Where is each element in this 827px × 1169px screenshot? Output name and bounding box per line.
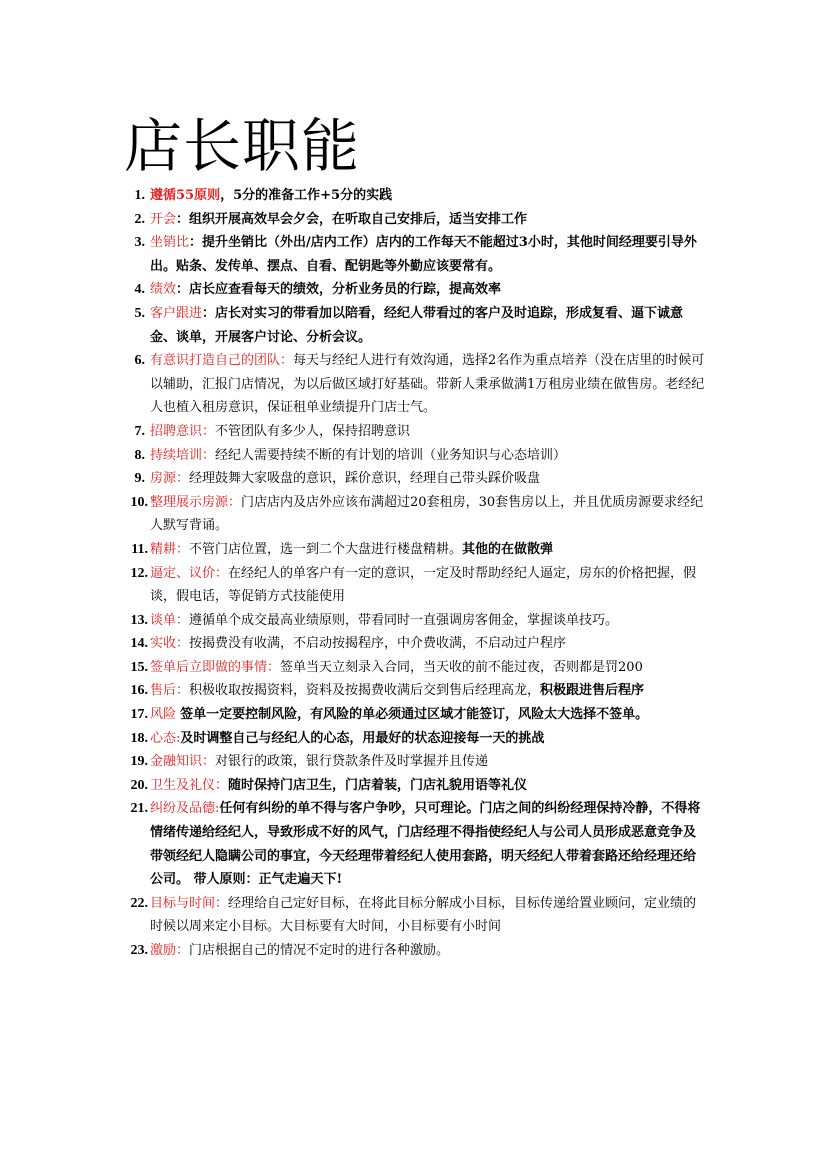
item-heading: 风险 (150, 707, 177, 723)
item-heading: 招聘意识 (150, 423, 203, 439)
item-text: 门店根据自己的情况不定时的进行各种激励。 (189, 943, 450, 958)
item-separator: : (215, 801, 220, 817)
item-heading: 有意识打造自己的团队 (150, 353, 281, 369)
item-text: 经纪人需要持续不断的有计划的培训（业务知识与心态培训） (215, 447, 567, 463)
item-emphasis: 其他的在做散弹 (462, 541, 554, 557)
item-separator: ： (189, 235, 203, 251)
item-number: 5. (134, 305, 145, 321)
item-text: 经理鼓舞大家吸盘的意识，踩价意识，经理自己带头踩价吸盘 (189, 471, 541, 487)
item-heading: 激励 (150, 943, 177, 958)
list-item (100, 467, 706, 491)
item-number: 8. (134, 447, 145, 463)
item-number: 1. (134, 188, 145, 203)
item-heading: 坐销比 (150, 235, 190, 251)
item-text: 积极收取按揭资料，资料及按揭费收满后交到售后经理高龙， (189, 683, 541, 699)
item-separator: : (176, 730, 181, 746)
item-number: 12. (130, 565, 148, 581)
item-heading: 绩效 (150, 282, 177, 298)
list-item (100, 491, 706, 538)
item-text: 按揭费没有收满，不启动按揭程序，中介费收满，不启动过户程序 (189, 636, 567, 652)
list-item (100, 302, 706, 349)
list-item (100, 208, 706, 232)
item-number: 10. (130, 494, 148, 510)
item-text: 在经纪人的单客户有一定的意识，一定及时帮助经纪人逼定，房东的价格把握，假谈，假电话，等促销方式技能使用 (150, 565, 697, 605)
item-number: 21. (130, 801, 148, 817)
item-separator: ： (215, 777, 229, 793)
item-separator: ： (202, 447, 216, 463)
item-separator: ： (176, 612, 190, 628)
item-number: 19. (130, 754, 148, 770)
item-separator: ： (176, 636, 190, 652)
item-text: 遵循单个成交最高业绩原则，带看同时一直强调房客佣金，掌握谈单技巧。 (189, 612, 619, 628)
item-separator: ： (176, 683, 190, 699)
item-separator: ： (280, 353, 294, 369)
item-text: 门店店内及店外应该布满超过20套租房，30套售房以上，并且优质房源要求经纪人默写背诵。 (150, 494, 704, 534)
item-heading: 遵循55原则 (150, 188, 221, 203)
item-text: 提升坐销比（外出/店内工作）店内的工作每天不能超过3小时，其他时间经理要引导外出。贴条、发传单、摆点、自看、配钥匙等外勤应该要常有。 (150, 235, 697, 274)
item-number: 14. (130, 636, 148, 652)
item-text: 组织开展高效早会夕会，在听取自己安排后，适当安排工作 (189, 211, 528, 227)
item-text: 每天与经纪人进行有效沟通，选择2名作为重点培养（没在店里的时候可以辅助，汇报门店情况，为以后做区域打好基础。带新人秉承做满1万租房业绩在做售房。老经纪人也植入租房意识，保证租单业绩提升门店士气。 (150, 353, 705, 416)
list-item (100, 750, 706, 774)
list-item (100, 797, 706, 891)
item-heading: 卫生及礼仪 (150, 777, 216, 793)
item-separator: ： (202, 305, 216, 321)
item-text: 不管团队有多少人，保持招聘意识 (215, 423, 411, 439)
item-number: 23. (130, 943, 148, 958)
item-separator: ： (176, 541, 190, 557)
item-heading: 房源 (150, 471, 177, 487)
item-number: 15. (130, 659, 148, 675)
item-text: 及时调整自己与经纪人的心态，用最好的状态迎接每一天的挑战 (180, 730, 545, 746)
item-heading: 开会 (150, 211, 177, 227)
item-number: 22. (130, 895, 148, 911)
item-number: 16. (130, 683, 148, 699)
item-heading: 金融知识 (150, 754, 203, 770)
item-text: 随时保持门店卫生，门店着装，门店礼貌用语等礼仪 (228, 777, 528, 793)
list-item (100, 562, 706, 609)
item-separator: ： (215, 895, 229, 911)
item-heading: 逼定、议价 (150, 565, 216, 581)
item-text: 店长对实习的带看加以陪看，经纪人带看过的客户及时追踪，形成复看、逼下诚意金、谈单，开展客户讨论、分析会议。 (150, 305, 684, 345)
item-text: 签单一定要控制风险，有风险的单必须通过区域才能签订，风险太大选择不签单。 (180, 707, 649, 723)
item-number: 7. (134, 423, 145, 439)
item-heading: 目标与时间 (150, 895, 216, 911)
list-item (100, 184, 706, 208)
item-heading: 精耕 (150, 541, 177, 557)
item-number: 11. (131, 541, 148, 557)
item-number: 9. (134, 471, 145, 487)
page-title: 店长职能 (124, 112, 361, 180)
item-heading: 客户跟进 (150, 305, 203, 321)
item-separator: ， (220, 188, 234, 203)
item-heading: 心态 (150, 730, 177, 746)
list-item (100, 727, 706, 751)
list-item (100, 679, 706, 703)
list-item (100, 444, 706, 468)
list-item (100, 609, 706, 633)
item-number: 17. (130, 707, 148, 723)
list-item (100, 538, 706, 562)
item-text: 店长应查看每天的绩效，分析业务员的行踪，提高效率 (189, 282, 502, 298)
item-separator: ： (202, 754, 216, 770)
item-emphasis: 积极跟进售后程序 (540, 683, 645, 699)
item-text: 签单当天立刻录入合同，当天收的前不能过夜，否则都是罚200 (280, 659, 643, 675)
list-item (100, 774, 706, 798)
list-item (100, 703, 706, 727)
item-text: 不管门店位置，选一到二个大盘进行楼盘精耕。 (189, 541, 463, 557)
list-item (100, 939, 706, 963)
item-number: 2. (134, 211, 145, 227)
item-separator: ： (228, 494, 242, 510)
item-heading: 纠纷及品德 (150, 801, 216, 817)
duty-list (100, 184, 706, 963)
item-number: 3. (134, 235, 145, 251)
list-item (100, 632, 706, 656)
item-number: 18. (130, 730, 148, 746)
item-heading: 售后 (150, 683, 177, 699)
item-heading: 实收 (150, 636, 177, 652)
item-heading: 持续培训 (150, 447, 203, 463)
item-number: 20. (130, 777, 148, 793)
list-item (100, 231, 706, 278)
item-number: 4. (134, 282, 145, 298)
item-text: 5分的准备工作+5分的实践 (233, 188, 393, 203)
list-item (100, 420, 706, 444)
item-separator: ： (176, 211, 190, 227)
item-text: 任何有纠纷的单不得与客户争吵，只可理论。门店之间的纠纷经理保持冷静，不得将情绪传递给经纪人，导致形成不好的风气，门店经理不得指使经纪人与公司人员形成恶意竞争及带领经纪人隐瞒公司的事宜，今天经理带着经纪人使用套路，明天经纪人带着套路还给经理还给公司。 带人原则：正气走遍天下! (150, 801, 701, 888)
item-heading: 整理展示房源 (150, 494, 229, 510)
list-item (100, 278, 706, 302)
list-item (100, 349, 706, 420)
item-separator: ： (176, 282, 190, 298)
item-separator: ： (215, 565, 229, 581)
item-separator: ： (267, 659, 281, 675)
item-separator: ： (176, 471, 190, 487)
item-heading: 谈单 (150, 612, 177, 628)
list-item (100, 656, 706, 680)
item-number: 13. (130, 612, 148, 628)
item-heading: 签单后立即做的事情 (150, 659, 268, 675)
item-separator: ： (176, 943, 190, 958)
item-text: 对银行的政策，银行贷款条件及时掌握并且传递 (215, 754, 489, 770)
item-number: 6. (134, 353, 145, 369)
list-item (100, 892, 706, 939)
item-text: 经理给自己定好目标，在将此目标分解成小目标，目标传递给置业顾问，定业绩的时候以周来定小目标。大目标要有大时间，小目标要有小时间 (150, 895, 697, 935)
item-separator: ： (202, 423, 216, 439)
